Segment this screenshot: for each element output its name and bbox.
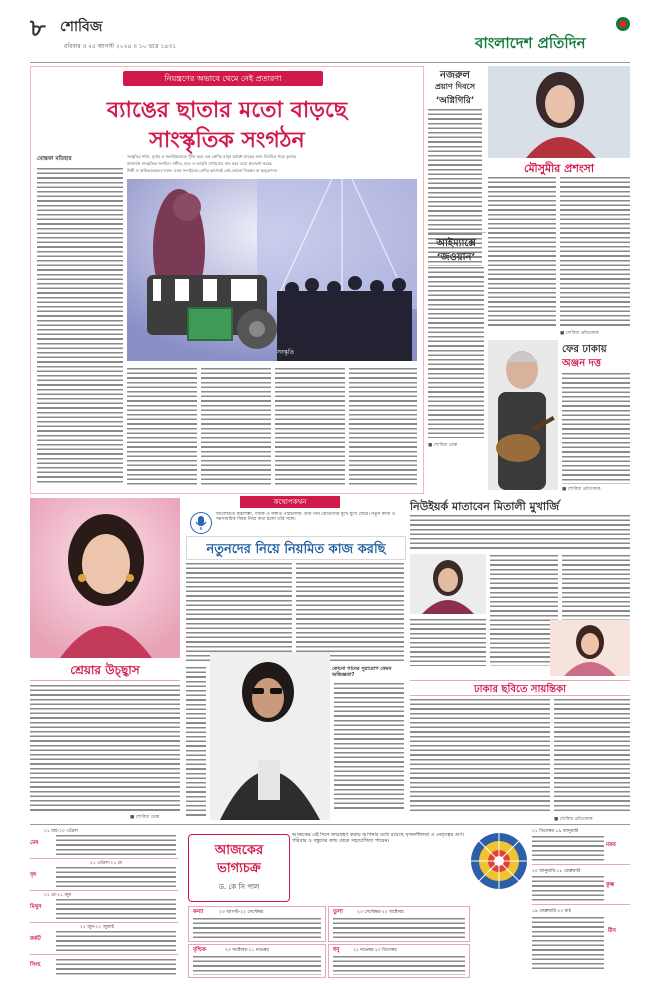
sign-dates: ২৩ অক্টোবর-২১ নভেম্বর	[225, 948, 269, 953]
sign-name: মীন	[608, 928, 616, 934]
interview-body-2	[296, 562, 404, 662]
lead-illustration	[127, 179, 417, 361]
sign-mithun	[30, 892, 178, 923]
divider-nazrul	[428, 232, 486, 233]
date-line: রবিবার ॥ ২৫ আগস্ট ২০২৪ ॥ ১০ ভাদ্র ১৪৩১	[64, 43, 177, 50]
lead-intro-3: শিল্পী ও অভিভাবকদের সঙ্গে। এসব সংগঠনের বেশির ভাগেরই নেই কোনো নিবন্ধন বা অনুমোদন।	[127, 168, 278, 173]
sign-text	[532, 835, 604, 862]
anjan-photo	[488, 340, 558, 490]
sign-makar	[532, 828, 630, 865]
horoscope-top-rule	[30, 824, 630, 825]
lead-body-col-1	[37, 167, 123, 485]
illustration-label: সংস্কৃতি	[277, 349, 295, 356]
masthead-logo	[475, 14, 635, 56]
microphone-icon	[190, 512, 212, 534]
lead-body-col-3	[201, 367, 271, 485]
interview-body-4	[334, 682, 404, 812]
shreya-photo	[30, 498, 180, 658]
sign-text	[56, 930, 176, 952]
sign-mesh	[30, 828, 178, 859]
mitali-title: নিউইয়র্ক মাতাবেন মিতালী মুখার্জি	[410, 500, 560, 513]
sign-dates: ২৩ আগস্ট-২২ সেপ্টেম্বর	[219, 910, 264, 915]
sign-name: বৃশ্চিক	[193, 947, 206, 953]
interview-body-1	[186, 562, 292, 662]
shreya-portrait	[30, 498, 180, 658]
section-name: শোবিজ	[60, 19, 103, 35]
sign-dates: ২১ মার্চ-২০ এপ্রিল	[44, 829, 78, 834]
header-rule	[30, 62, 630, 63]
interview-photo	[210, 652, 330, 820]
lead-story	[30, 66, 424, 494]
masthead-title: বাংলাদেশ প্রতিদিন	[475, 34, 586, 52]
sayantika-body-1	[410, 698, 550, 814]
sign-name: কুম্ভ	[606, 882, 615, 888]
jawan-credit: ■ শোবিজ ডেস্ক	[428, 443, 458, 448]
sign-name: বৃষ	[30, 872, 37, 878]
sayantika-title-bar	[410, 680, 630, 696]
sign-karkat	[30, 924, 178, 955]
sign-dates: ২৩ সেপ্টেম্বর-২২ অক্টোবর	[357, 910, 404, 915]
sign-text	[532, 916, 604, 970]
sign-dates: ২১ এপ্রিল-২১ মে	[90, 861, 122, 866]
shreya-body	[30, 684, 180, 812]
sign-tula	[328, 906, 470, 942]
mousumi-body-2	[560, 176, 630, 326]
mousumi-photo	[488, 66, 630, 158]
sign-kanya	[188, 906, 326, 942]
lead-intro-2: নামসর্বস্ব সাংস্কৃতিক সংগঠন। সঙ্গীত, নৃত্য ও আবৃত্তি শেখানোর নাম করে তারা প্রতারণা করছে	[127, 161, 272, 166]
interview-headline: নতুনদের নিয়ে নিয়মিত কাজ করছি	[206, 542, 386, 557]
horoscope-section	[30, 828, 630, 978]
sign-text	[193, 917, 321, 939]
sign-name: সিংহ	[30, 962, 41, 968]
lead-body-col-2	[127, 367, 197, 485]
shreya-name: শ্রেয়ার উচ্ছ্বাস	[70, 663, 140, 677]
mitali-body-1	[490, 554, 558, 666]
horoscope-author: ড. কে সি পাল	[218, 883, 260, 891]
anjan-body	[562, 372, 630, 484]
interview-label: কথোপকথন	[240, 496, 340, 508]
sign-name: ধনু	[333, 947, 340, 953]
sign-dates: ২২ মে-২১ জুন	[44, 893, 72, 898]
sayantika-photo	[550, 620, 630, 676]
sayantika-portrait	[550, 620, 630, 676]
lead-headline-2: সাংস্কৃতিক সংগঠন	[149, 128, 305, 153]
sign-text	[56, 834, 176, 856]
mitali-photo	[410, 554, 486, 614]
shreya-name-rule	[30, 680, 180, 681]
horoscope-box-title-1: আজকের	[214, 843, 264, 858]
interview-body-3	[186, 666, 206, 816]
sign-dates: ২০ জানুয়ারি-১৮ ফেব্রুয়ারি	[532, 869, 581, 874]
lead-intro-1: সংস্কৃতির শক্তি, সুনাম ও জনপ্রিয়তাকে পুঁজি করে এক শ্রেণির মানুষ অবৈধ লাভের জন্য নিয়মিত গড়ে তুলছে	[127, 154, 296, 159]
byline: মোস্তফা মতিহার	[37, 156, 72, 162]
nazrul-title-1: নজরুল	[439, 70, 471, 81]
sign-name: মকর	[606, 842, 616, 848]
lead-headline-1: ব্যাঙের ছাতার মতো বাড়ছে	[106, 98, 348, 123]
sayantika-body-2	[554, 698, 630, 814]
sign-brishchik	[188, 944, 326, 978]
lead-kicker: নিয়ন্ত্রণের অভাবে থেমে নেই প্রতারণা	[123, 71, 323, 86]
zodiac-wheel-icon	[470, 832, 528, 890]
anjan-title-1: ফের ঢাকায়	[562, 344, 607, 355]
sign-dates: ২২ নভেম্বর-২০ ডিসেম্বর	[353, 948, 397, 953]
mitali-portrait	[410, 554, 486, 614]
interview-headline-box	[186, 536, 406, 560]
sayantika-title: ঢাকার ছবিতে সায়ন্তিকা	[474, 684, 566, 695]
mitali-body-3	[410, 618, 486, 666]
sign-singha	[30, 956, 178, 978]
singer-portrait	[210, 652, 330, 820]
interview-question-tag: কোনো গানের সুরারোপ কেমন অভিজ্ঞতা?	[332, 666, 392, 678]
sayantika-credit: ■ শোবিজ প্রতিবেদক	[554, 817, 593, 822]
sign-kumbha	[532, 868, 630, 905]
sign-dhanu	[328, 944, 470, 978]
sign-dates: ১৯ ফেব্রুয়ারি-২০ মার্চ	[532, 909, 571, 914]
jawan-body	[428, 266, 484, 438]
sign-brisha	[30, 860, 178, 891]
anjan-credit: ■ শোবিজ প্রতিবেদক	[562, 487, 601, 492]
mousumi-caption: মৌসুমীর প্রশংসা	[523, 162, 595, 175]
sign-name: কর্কট	[30, 936, 41, 942]
mitali-body-top	[410, 514, 630, 550]
lead-body-col-4	[275, 367, 345, 485]
sign-dates: ২১ ডিসেম্বর-১৯ জানুয়ারি	[532, 829, 579, 834]
sign-meen	[532, 908, 630, 974]
sign-text	[333, 917, 465, 939]
sign-text	[193, 955, 321, 975]
jawan-title-1: আইম্যাক্সে	[436, 238, 476, 249]
horoscope-box-title-2: ভাগ্যচক্র	[217, 861, 261, 876]
page-number: ৮	[30, 14, 46, 42]
shreya-credit: ■ শোবিজ ডেস্ক	[130, 815, 160, 820]
sign-name: মিথুন	[30, 904, 42, 910]
nazrul-title-3: ‘অগ্নিগিরি’	[435, 96, 475, 106]
sign-name: মেষ	[30, 840, 39, 846]
sign-text	[532, 875, 604, 902]
sign-text	[56, 866, 176, 888]
jawan-title-2: ‘জওয়ান’	[436, 252, 476, 263]
concert-illustration	[127, 179, 417, 361]
mousumi-body-1	[488, 176, 556, 326]
sign-text	[333, 955, 465, 975]
nazrul-title-2: প্রয়াণ দিবসে	[434, 82, 476, 91]
anjan-title-2: অঞ্জন দত্ত	[562, 358, 602, 369]
sign-name: কন্যা	[193, 909, 204, 915]
lead-body-col-5	[349, 367, 417, 485]
mousumi-credit: ■ শোবিজ প্রতিবেদক	[560, 331, 599, 336]
sign-text	[56, 958, 176, 976]
horoscope-box	[188, 834, 290, 902]
sign-text	[56, 898, 176, 920]
page-header	[30, 0, 630, 64]
anjan-portrait	[488, 340, 558, 490]
mousumi-portrait	[488, 66, 630, 158]
sign-dates: ২২ জুন-২২ জুলাই	[80, 925, 114, 930]
horoscope-intro: আজকের এই দিনে জন্মগ্রহণ করায় আপনার মধ্যে রয়েছে সৃজনশীলতা ও নেতৃত্বের গুণ। পরিবার ও বন্ধুদের কাছ থেকে সহযোগিতা পাবেন।	[292, 832, 465, 844]
sign-name: তুলা	[333, 909, 343, 915]
interview-intro: আলোচিত কণ্ঠশিল্পী, গায়ক ও সঙ্গীত পরিচালক। তাঁর গান শ্রোতাদের মুখে মুখে ফেরে। নতুন কাজ ও সমসাময়িক বিষয় নিয়ে কথা হলো তাঁর সঙ্গে।	[216, 512, 396, 523]
